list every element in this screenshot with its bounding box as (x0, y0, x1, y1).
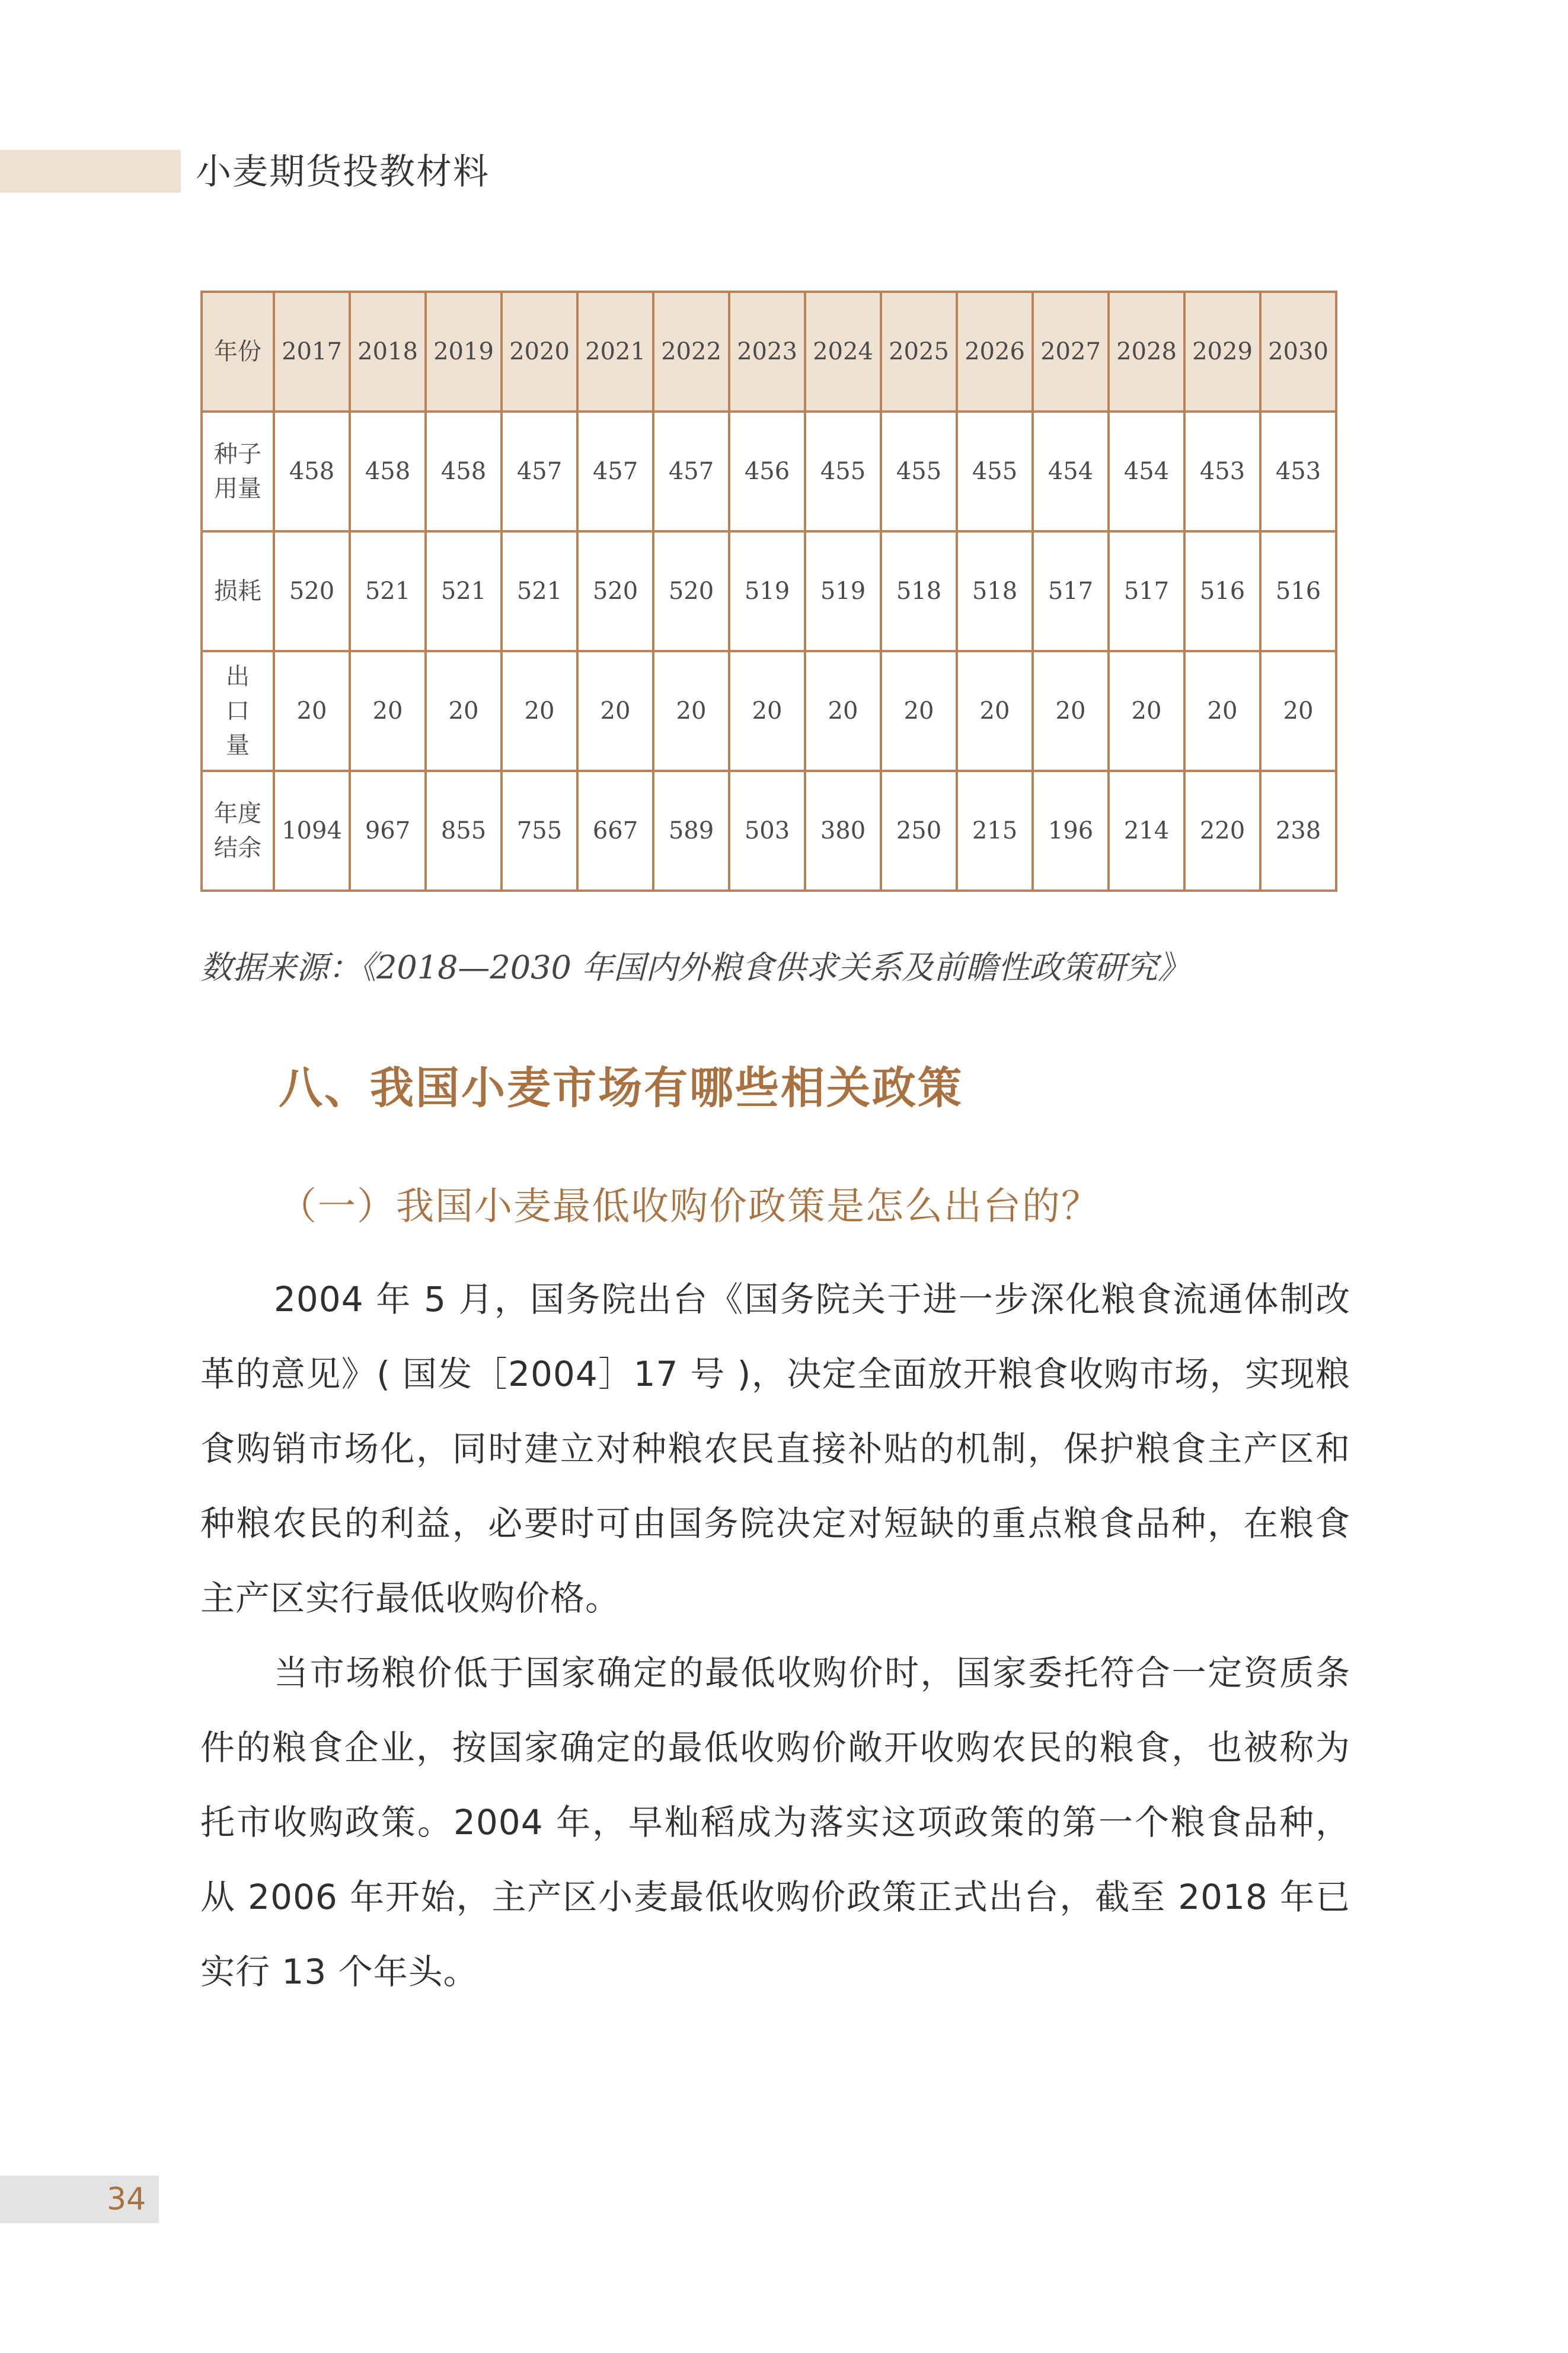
page-number: 34 (107, 2182, 146, 2217)
row-label-line: 种子 (214, 441, 261, 468)
header-accent-bar (0, 150, 181, 193)
table-header-year: 2028 (1109, 292, 1184, 412)
table-cell: 20 (1033, 651, 1109, 771)
table-cell: 20 (577, 651, 653, 771)
table-header-year: 2017 (274, 292, 350, 412)
table-cell: 238 (1260, 771, 1336, 891)
wheat-balance-table (200, 291, 1337, 892)
table-cell: 458 (274, 412, 350, 531)
table-cell: 521 (426, 531, 502, 651)
table-cell: 20 (1260, 651, 1336, 771)
table-cell: 516 (1260, 531, 1336, 651)
table-header-year: 2019 (426, 292, 502, 412)
table-cell: 855 (426, 771, 502, 891)
table-header-year: 2027 (1033, 292, 1109, 412)
table-header-year: 2022 (653, 292, 729, 412)
table-source-note: 数据来源：《2018—2030 年国内外粮食供求关系及前瞻性政策研究》 (200, 949, 1190, 986)
table-cell: 20 (729, 651, 805, 771)
table-cell: 20 (426, 651, 502, 771)
row-label-line: 结余 (214, 834, 261, 862)
table-cell: 215 (957, 771, 1033, 891)
table-cell: 518 (957, 531, 1033, 651)
table-cell: 455 (957, 412, 1033, 531)
table-cell: 516 (1184, 531, 1260, 651)
table-cell: 503 (729, 771, 805, 891)
table-cell: 519 (729, 531, 805, 651)
table-cell: 521 (502, 531, 577, 651)
table-cell: 453 (1260, 412, 1336, 531)
table-header-year: 2018 (350, 292, 426, 412)
table-header-year: 2023 (729, 292, 805, 412)
table-row (202, 771, 1336, 891)
body-paragraph-2: 当市场粮价低于国家确定的最低收购价时，国家委托符合一定资质条件的粮食企业，按国家确定的最低收购价敞开收购农民的粮食，也被称为托市收购政策。2004 年，早籼稻成为落实这项政策的第一个粮食品种，从 2006 年开始，主产区小麦最低收购价政策正式出台，截至 2018 年已实行 13 个年头。 (200, 1653, 1350, 1992)
table-header-year: 2030 (1260, 292, 1336, 412)
table-cell: 589 (653, 771, 729, 891)
table-cell: 214 (1109, 771, 1184, 891)
table-cell: 967 (350, 771, 426, 891)
row-label-line: 用量 (214, 475, 261, 502)
table-header-year: 2026 (957, 292, 1033, 412)
row-label-line: 年度 (214, 800, 261, 827)
table-cell: 457 (502, 412, 577, 531)
table-row (202, 651, 1336, 771)
row-label (202, 651, 274, 771)
table-row (202, 531, 1336, 651)
row-label-line: 损耗 (214, 578, 261, 605)
table-cell: 20 (350, 651, 426, 771)
table-cell: 20 (805, 651, 881, 771)
table-cell: 20 (957, 651, 1033, 771)
row-label (202, 531, 274, 651)
table-row (202, 412, 1336, 531)
table-cell: 196 (1033, 771, 1109, 891)
body-paragraph-1: 2004 年 5 月，国务院出台《国务院关于进一步深化粮食流通体制改革的意见》( 国发［2004］17 号 )，决定全面放开粮食收购市场，实现粮食购销市场化，同时建立对种粮农民直接补贴的机制，保护粮食主产区和种粮农民的利益，必要时可由国务院决定对短缺的重点粮食品种，在粮食主产区实行最低收购价格。 (200, 1279, 1350, 1618)
table-cell: 20 (502, 651, 577, 771)
table-header-year: 2021 (577, 292, 653, 412)
table-header-year: 2025 (881, 292, 957, 412)
row-label (202, 412, 274, 531)
table-cell: 667 (577, 771, 653, 891)
table-header-year: 2024 (805, 292, 881, 412)
table-cell: 457 (653, 412, 729, 531)
table-header-label: 年份 (202, 292, 274, 412)
table-cell: 20 (653, 651, 729, 771)
table-header-year: 2020 (502, 292, 577, 412)
table-cell: 20 (881, 651, 957, 771)
table-cell: 20 (1184, 651, 1260, 771)
row-label-line: 口 (226, 697, 250, 725)
table-cell: 517 (1033, 531, 1109, 651)
table-cell: 220 (1184, 771, 1260, 891)
table-cell: 520 (653, 531, 729, 651)
table-cell: 458 (350, 412, 426, 531)
table-cell: 519 (805, 531, 881, 651)
row-label-line: 出 (226, 663, 250, 690)
section-heading: 八、我国小麦市场有哪些相关政策 (279, 1063, 963, 1114)
table-cell: 380 (805, 771, 881, 891)
table-cell: 455 (881, 412, 957, 531)
table-cell: 521 (350, 531, 426, 651)
table-cell: 520 (274, 531, 350, 651)
table-cell: 457 (577, 412, 653, 531)
table-cell: 755 (502, 771, 577, 891)
table-header-year: 2029 (1184, 292, 1260, 412)
table-cell: 20 (274, 651, 350, 771)
row-label-line: 量 (226, 732, 250, 759)
table-cell: 520 (577, 531, 653, 651)
table-cell: 20 (1109, 651, 1184, 771)
row-label (202, 771, 274, 891)
table-cell: 454 (1033, 412, 1109, 531)
table-cell: 455 (805, 412, 881, 531)
table-cell: 456 (729, 412, 805, 531)
table-cell: 517 (1109, 531, 1184, 651)
table-cell: 1094 (274, 771, 350, 891)
table-cell: 458 (426, 412, 502, 531)
table-cell: 250 (881, 771, 957, 891)
table-cell: 518 (881, 531, 957, 651)
running-header-title: 小麦期货投教材料 (196, 151, 490, 193)
table-cell: 453 (1184, 412, 1260, 531)
table-header-row (202, 292, 1336, 412)
table-cell: 454 (1109, 412, 1184, 531)
sub-heading: （一）我国小麦最低收购价政策是怎么出台的？ (279, 1185, 1100, 1229)
